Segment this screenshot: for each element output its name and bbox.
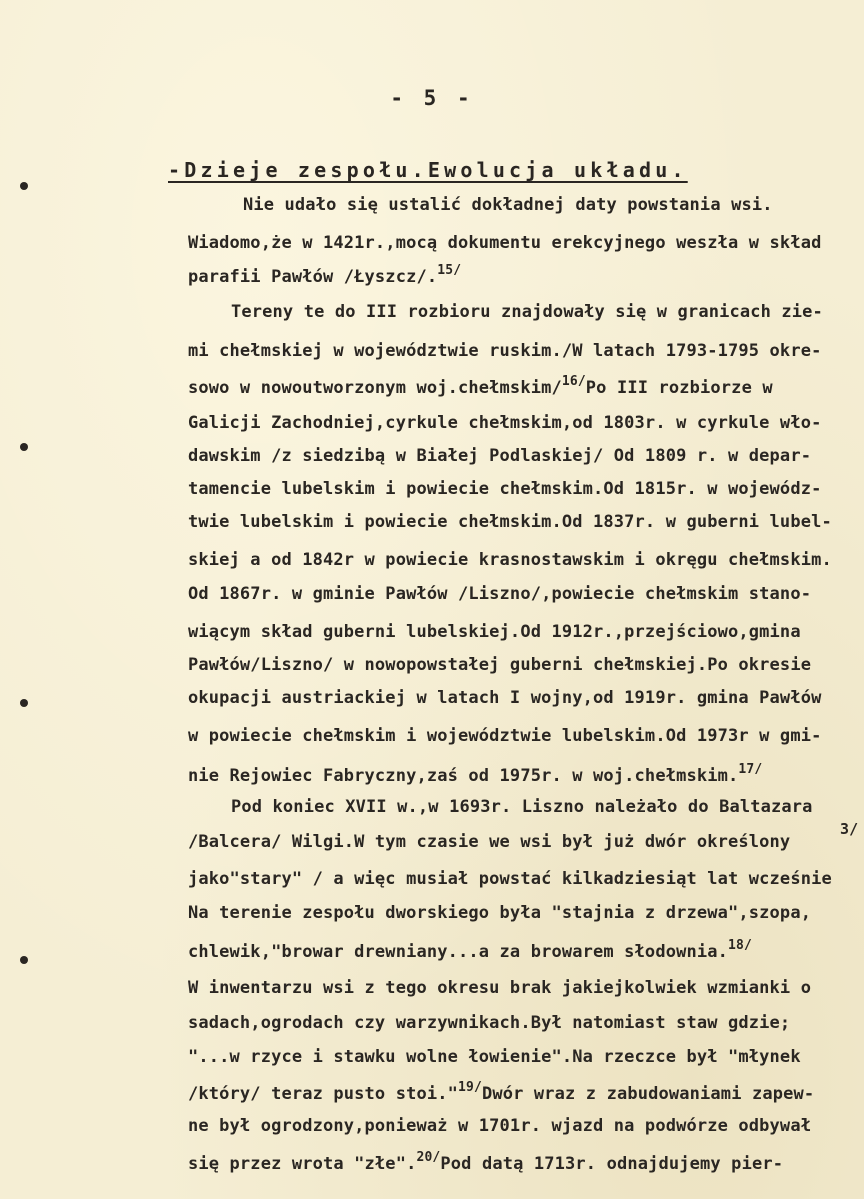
text-line (188, 978, 811, 998)
line-text: mi chełmskiej w województwie ruskim./W latach 1793-1795 okre- (188, 341, 822, 361)
footnote-reference: 17/ (738, 762, 763, 777)
line-text: ne był ogrodzony,ponieważ w 1701r. wjazd na podwórze odbywał (188, 1116, 812, 1136)
text-line (188, 263, 461, 287)
text-line (231, 302, 823, 322)
text-line (188, 512, 832, 532)
footnote-reference: 18/ (728, 938, 752, 953)
line-text: parafii Pawłów /Łyszcz/. (188, 267, 438, 287)
text-line (188, 1047, 801, 1067)
line-text: skiej a od 1842r w powiecie krasnostawskim i okręgu chełmskim. (188, 550, 832, 570)
line-text: się przez wrota "złe". (188, 1154, 417, 1174)
text-line (188, 832, 790, 852)
text-line (188, 869, 832, 889)
line-text-continued: Po III rozbiorze w (585, 378, 773, 398)
margin-note: 3/ (840, 820, 859, 838)
text-line (188, 688, 821, 708)
page-number: - 5 - (390, 86, 474, 110)
text-line (188, 622, 801, 642)
punch-hole-icon (20, 699, 28, 707)
line-text: Od 1867r. w gminie Pawłów /Liszno/,powiecie chełmskim stano- (188, 584, 812, 604)
line-text: Tereny te do III rozbioru znajdowały się w granicach zie- (231, 302, 823, 322)
line-text: /który/ teraz pusto stoi." (188, 1084, 459, 1104)
line-text: Pod koniec XVII w.,w 1693r. Liszno należało do Baltazara (231, 797, 813, 817)
line-text: Wiadomo,że w 1421r.,mocą dokumentu erekcyjnego weszła w skład (188, 233, 822, 253)
line-text: sowo w nowoutworzonym woj.chełmskim/ (188, 378, 562, 398)
text-line (188, 1116, 811, 1136)
punch-hole-icon (20, 443, 28, 451)
text-line (188, 374, 773, 398)
line-text: okupacji austriackiej w latach I wojny,od 1919r. gmina Pawłów (188, 688, 822, 708)
text-line (188, 938, 752, 962)
text-line (188, 584, 811, 604)
text-line (188, 446, 811, 466)
footnote-reference: 15/ (437, 263, 462, 278)
line-text: chlewik,"browar drewniany...a za browarem słodownia. (188, 942, 729, 962)
text-line (188, 1150, 783, 1174)
line-text: /Balcera/ Wilgi.W tym czasie we wsi był już dwór określony (188, 832, 791, 852)
text-line (188, 726, 821, 746)
line-text: "...w rzyce i stawku wolne łowienie".Na rzeczce był "młynek (188, 1047, 801, 1067)
punch-hole-icon (20, 956, 28, 964)
line-text: Na terenie zespołu dworskiego była "stajnia z drzewa",szopa, (188, 903, 812, 923)
line-text: wiącym skład guberni lubelskiej.Od 1912r.,przejściowo,gmina (188, 622, 801, 642)
line-text: sadach,ogrodach czy warzywnikach.Był natomiast staw gdzie; (188, 1013, 791, 1033)
text-line (188, 1080, 814, 1104)
footnote-reference: 20/ (416, 1150, 441, 1165)
text-line (188, 903, 811, 923)
punch-hole-icon (20, 182, 28, 190)
text-line (188, 762, 762, 786)
line-text-continued: Dwór wraz z zabudowaniami zapew- (481, 1084, 815, 1104)
line-text: dawskim /z siedzibą w Białej Podlaskiej/ Od 1809 r. w depar- (188, 446, 812, 466)
line-text: tamencie lubelskim i powiecie chełmskim.Od 1815r. w wojewódz- (188, 479, 822, 499)
line-text: W inwentarzu wsi z tego okresu brak jakiejkolwiek wzmianki o (188, 978, 812, 998)
section-heading: -Dzieje zespołu.Ewolucja układu. (168, 158, 688, 182)
text-line (188, 413, 821, 433)
text-line (188, 1013, 790, 1033)
text-line (188, 341, 821, 361)
line-text: Nie udało się ustalić dokładnej daty powstania wsi. (243, 195, 773, 215)
line-text: nie Rejowiec Fabryczny,zaś od 1975r. w woj.chełmskim. (188, 766, 739, 786)
text-line (188, 655, 811, 675)
text-line (188, 233, 821, 253)
line-text-continued: Pod datą 1713r. odnajdujemy pier- (440, 1154, 784, 1174)
line-text: Pawłów/Liszno/ w nowopowstałej guberni chełmskiej.Po okresie (188, 655, 812, 675)
line-text: jako"stary" / a więc musiał powstać kilkadziesiąt lat wcześnie (188, 869, 832, 889)
line-text: w powiecie chełmskim i województwie lubelskim.Od 1973r w gmi- (188, 726, 822, 746)
line-text: twie lubelskim i powiecie chełmskim.Od 1837r. w guberni lubel- (188, 512, 832, 532)
text-line (188, 550, 832, 570)
footnote-reference: 16/ (561, 374, 586, 389)
footnote-reference: 19/ (458, 1080, 482, 1095)
line-text: Galicji Zachodniej,cyrkule chełmskim,od 1803r. w cyrkule wło- (188, 413, 822, 433)
text-line (243, 195, 773, 215)
text-line (231, 797, 813, 817)
text-line (188, 479, 821, 499)
